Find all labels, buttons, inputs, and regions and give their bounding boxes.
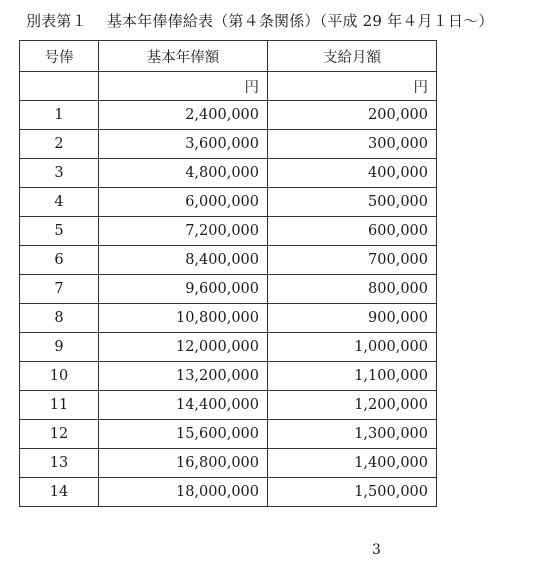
header-annual-salary: 基本年俸額 bbox=[99, 41, 268, 72]
cell-annual-salary: 14,400,000 bbox=[99, 391, 268, 420]
cell-monthly-pay: 1,100,000 bbox=[268, 362, 437, 391]
cell-grade: 1 bbox=[20, 101, 99, 130]
cell-grade: 6 bbox=[20, 246, 99, 275]
cell-annual-salary: 10,800,000 bbox=[99, 304, 268, 333]
cell-monthly-pay: 1,000,000 bbox=[268, 333, 437, 362]
cell-monthly-pay: 1,400,000 bbox=[268, 449, 437, 478]
table-row bbox=[20, 420, 437, 449]
cell-grade: 13 bbox=[20, 449, 99, 478]
cell-grade: 4 bbox=[20, 188, 99, 217]
cell-annual-salary: 6,000,000 bbox=[99, 188, 268, 217]
header-grade: 号俸 bbox=[20, 41, 99, 72]
cell-grade: 9 bbox=[20, 333, 99, 362]
title-label: 別表第１ bbox=[26, 12, 87, 30]
table-row bbox=[20, 101, 437, 130]
page-number: 3 bbox=[372, 542, 381, 558]
table-row bbox=[20, 159, 437, 188]
unit-cell-grade bbox=[20, 72, 99, 101]
cell-annual-salary: 9,600,000 bbox=[99, 275, 268, 304]
cell-annual-salary: 7,200,000 bbox=[99, 217, 268, 246]
cell-monthly-pay: 1,300,000 bbox=[268, 420, 437, 449]
table-row bbox=[20, 217, 437, 246]
cell-grade: 5 bbox=[20, 217, 99, 246]
cell-annual-salary: 12,000,000 bbox=[99, 333, 268, 362]
cell-monthly-pay: 400,000 bbox=[268, 159, 437, 188]
document-title bbox=[26, 10, 494, 31]
cell-annual-salary: 13,200,000 bbox=[99, 362, 268, 391]
cell-monthly-pay: 900,000 bbox=[268, 304, 437, 333]
table-row bbox=[20, 449, 437, 478]
cell-annual-salary: 2,400,000 bbox=[99, 101, 268, 130]
table-header-row bbox=[20, 41, 437, 72]
table-row bbox=[20, 304, 437, 333]
cell-grade: 3 bbox=[20, 159, 99, 188]
cell-monthly-pay: 1,200,000 bbox=[268, 391, 437, 420]
salary-table bbox=[19, 40, 437, 507]
table-row bbox=[20, 478, 437, 507]
cell-annual-salary: 4,800,000 bbox=[99, 159, 268, 188]
cell-grade: 10 bbox=[20, 362, 99, 391]
cell-monthly-pay: 1,500,000 bbox=[268, 478, 437, 507]
table-row bbox=[20, 130, 437, 159]
cell-annual-salary: 18,000,000 bbox=[99, 478, 268, 507]
cell-annual-salary: 3,600,000 bbox=[99, 130, 268, 159]
table-row bbox=[20, 362, 437, 391]
cell-grade: 11 bbox=[20, 391, 99, 420]
cell-monthly-pay: 600,000 bbox=[268, 217, 437, 246]
cell-grade: 8 bbox=[20, 304, 99, 333]
cell-grade: 2 bbox=[20, 130, 99, 159]
unit-cell-annual: 円 bbox=[99, 72, 268, 101]
header-monthly-pay: 支給月額 bbox=[268, 41, 437, 72]
cell-monthly-pay: 500,000 bbox=[268, 188, 437, 217]
table-row bbox=[20, 275, 437, 304]
cell-annual-salary: 15,600,000 bbox=[99, 420, 268, 449]
title-text: 基本年俸俸給表（第４条関係）（平成 29 年４月１日～） bbox=[106, 12, 494, 30]
table-row bbox=[20, 246, 437, 275]
cell-monthly-pay: 700,000 bbox=[268, 246, 437, 275]
cell-monthly-pay: 300,000 bbox=[268, 130, 437, 159]
cell-monthly-pay: 800,000 bbox=[268, 275, 437, 304]
cell-grade: 14 bbox=[20, 478, 99, 507]
table-row bbox=[20, 391, 437, 420]
cell-grade: 7 bbox=[20, 275, 99, 304]
table-row bbox=[20, 188, 437, 217]
cell-annual-salary: 16,800,000 bbox=[99, 449, 268, 478]
table-row bbox=[20, 333, 437, 362]
cell-annual-salary: 8,400,000 bbox=[99, 246, 268, 275]
unit-row bbox=[20, 72, 437, 101]
cell-grade: 12 bbox=[20, 420, 99, 449]
cell-monthly-pay: 200,000 bbox=[268, 101, 437, 130]
unit-cell-monthly: 円 bbox=[268, 72, 437, 101]
